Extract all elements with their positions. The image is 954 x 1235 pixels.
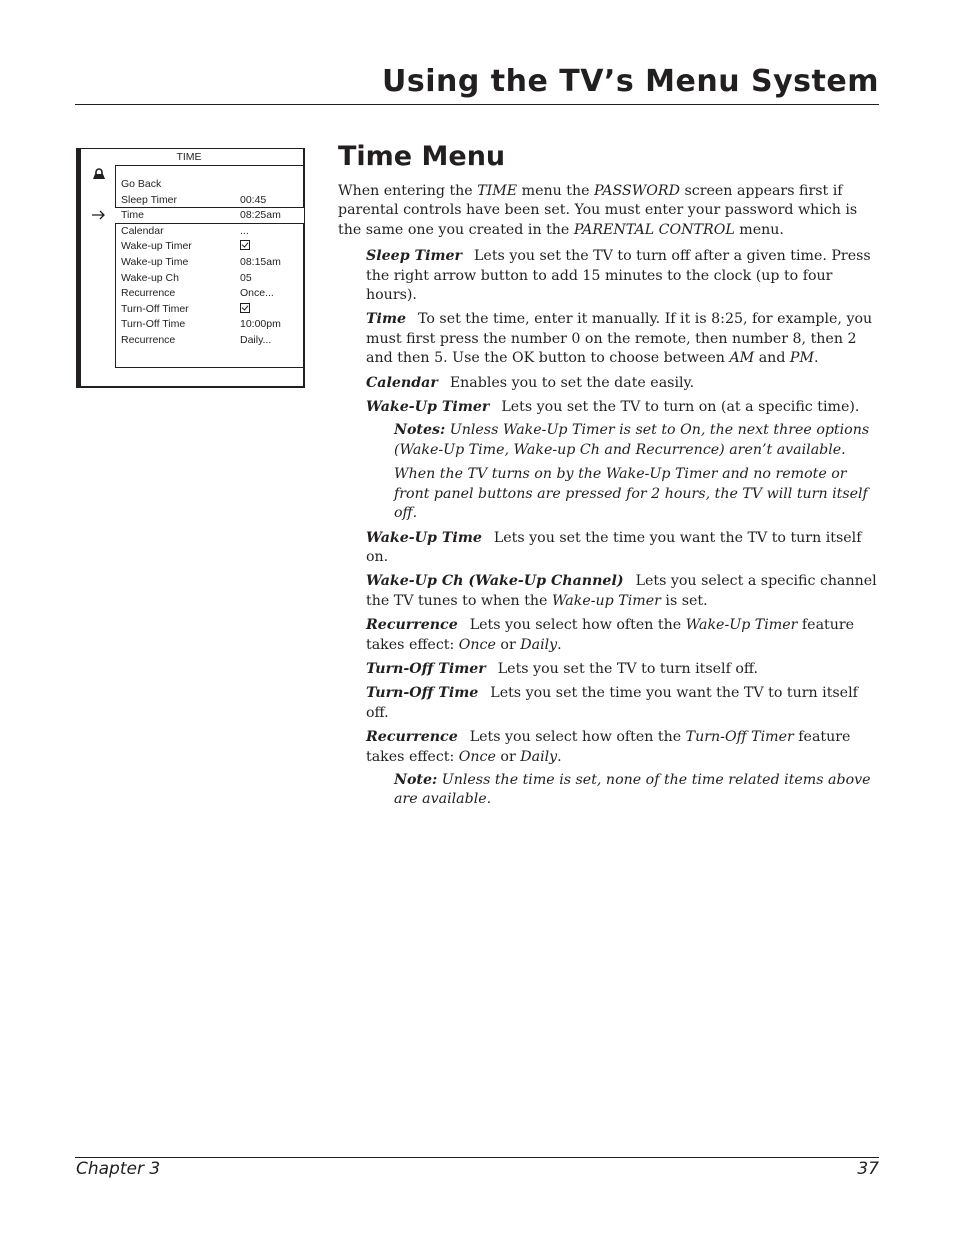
item-recurrence-off: Recurrence Lets you select how often the Turn-Off Timer feature takes effect: Once or Daily. xyxy=(366,729,851,765)
arrow-right-icon xyxy=(91,210,107,220)
note-auto-off: When the TV turns on by the Wake-Up Timer and no remote or front panel buttons are pressed for 2 hours, the TV will turn itself off. xyxy=(394,466,868,522)
note-time-required: Note: Unless the time is set, none of the time related items above are available. xyxy=(394,771,871,808)
item-sleep-timer: Sleep Timer Lets you set the TV to turn off after a given time. Press the right arrow button to add 15 minutes to the clock (up to four hours). xyxy=(366,248,871,304)
checkbox-checked-icon[interactable] xyxy=(240,240,250,250)
item-turn-off-timer: Turn-Off Timer Lets you set the TV to turn itself off. xyxy=(366,660,758,677)
menu-left-bar xyxy=(77,149,81,387)
header-rule xyxy=(75,104,879,105)
page-header-title: Using the TV’s Menu System xyxy=(382,64,879,99)
item-wake-up-timer: Wake-Up Timer Lets you set the TV to turn on (at a specific time). xyxy=(366,399,860,416)
menu-item-sleep-timer[interactable]: Sleep Timer 00:45 xyxy=(121,194,267,206)
section-body xyxy=(338,182,878,815)
footer-page-number: 37 xyxy=(857,1159,879,1179)
item-wake-up-ch: Wake-Up Ch (Wake-Up Channel) Lets you select a specific channel the TV tunes to when the Wake-up Timer is set. xyxy=(366,573,877,609)
lock-icon xyxy=(91,168,107,180)
item-calendar: Calendar Enables you to set the date easily. xyxy=(366,374,695,391)
menu-item-wake-up-time[interactable]: Wake-up Time 08:15am xyxy=(121,256,281,268)
menu-item-wake-up-ch[interactable]: Wake-up Ch 05 xyxy=(121,272,252,284)
menu-item-go-back[interactable]: Go Back xyxy=(121,178,162,190)
footer-chapter: Chapter 3 xyxy=(76,1159,161,1179)
menu-item-wake-up-timer[interactable]: Wake-up Timer xyxy=(121,239,301,254)
intro-paragraph: When entering the TIME menu the PASSWORD screen appears first if parental controls have been set. You must enter your password which is the same one you created in the PARENTAL CONTROL menu. xyxy=(338,183,858,238)
item-recurrence-wake: Recurrence Lets you select how often the Wake-Up Timer feature takes effect: Once or Daily. xyxy=(366,617,855,653)
menu-item-turn-off-timer[interactable]: Turn-Off Timer xyxy=(121,302,301,317)
menu-item-time-selected[interactable]: Time 08:25am xyxy=(115,207,304,224)
section-title: Time Menu xyxy=(338,141,506,172)
menu-item-calendar[interactable]: Calendar ... xyxy=(121,225,249,237)
item-turn-off-time: Turn-Off Time Lets you set the time you want the TV to turn itself off. xyxy=(366,685,858,721)
footer-rule xyxy=(75,1157,879,1158)
time-menu-screenshot: TIME Go Back Sleep Timer 00:45 Time 08:25am Calendar ... Wake-up Timer Wake-up Time 08:15am Wake-up Ch 05 Recurrence Once... Turn-Off Timer Turn-Off Time 10:00pm Recurrence Daily... xyxy=(76,148,305,388)
menu-item-turn-off-time[interactable]: Turn-Off Time 10:00pm xyxy=(121,318,281,330)
menu-item-recurrence-wake[interactable]: Recurrence Once... xyxy=(121,287,274,299)
menu-item-recurrence-off[interactable]: Recurrence Daily... xyxy=(121,334,272,346)
item-time: Time To set the time, enter it manually. If it is 8:25, for example, you must first press the number 0 on the remote, then number 8, then 2 and then 5. Use the OK button to choose between AM and PM. xyxy=(366,311,873,367)
note-wake-up-options: Notes: Unless Wake-Up Timer is set to On, the next three options (Wake-Up Time, Wake-up Ch and Recurrence) aren’t available. xyxy=(394,422,870,458)
item-wake-up-time: Wake-Up Time Lets you set the time you want the TV to turn itself on. xyxy=(366,529,862,565)
checkbox-checked-icon[interactable] xyxy=(240,303,250,313)
